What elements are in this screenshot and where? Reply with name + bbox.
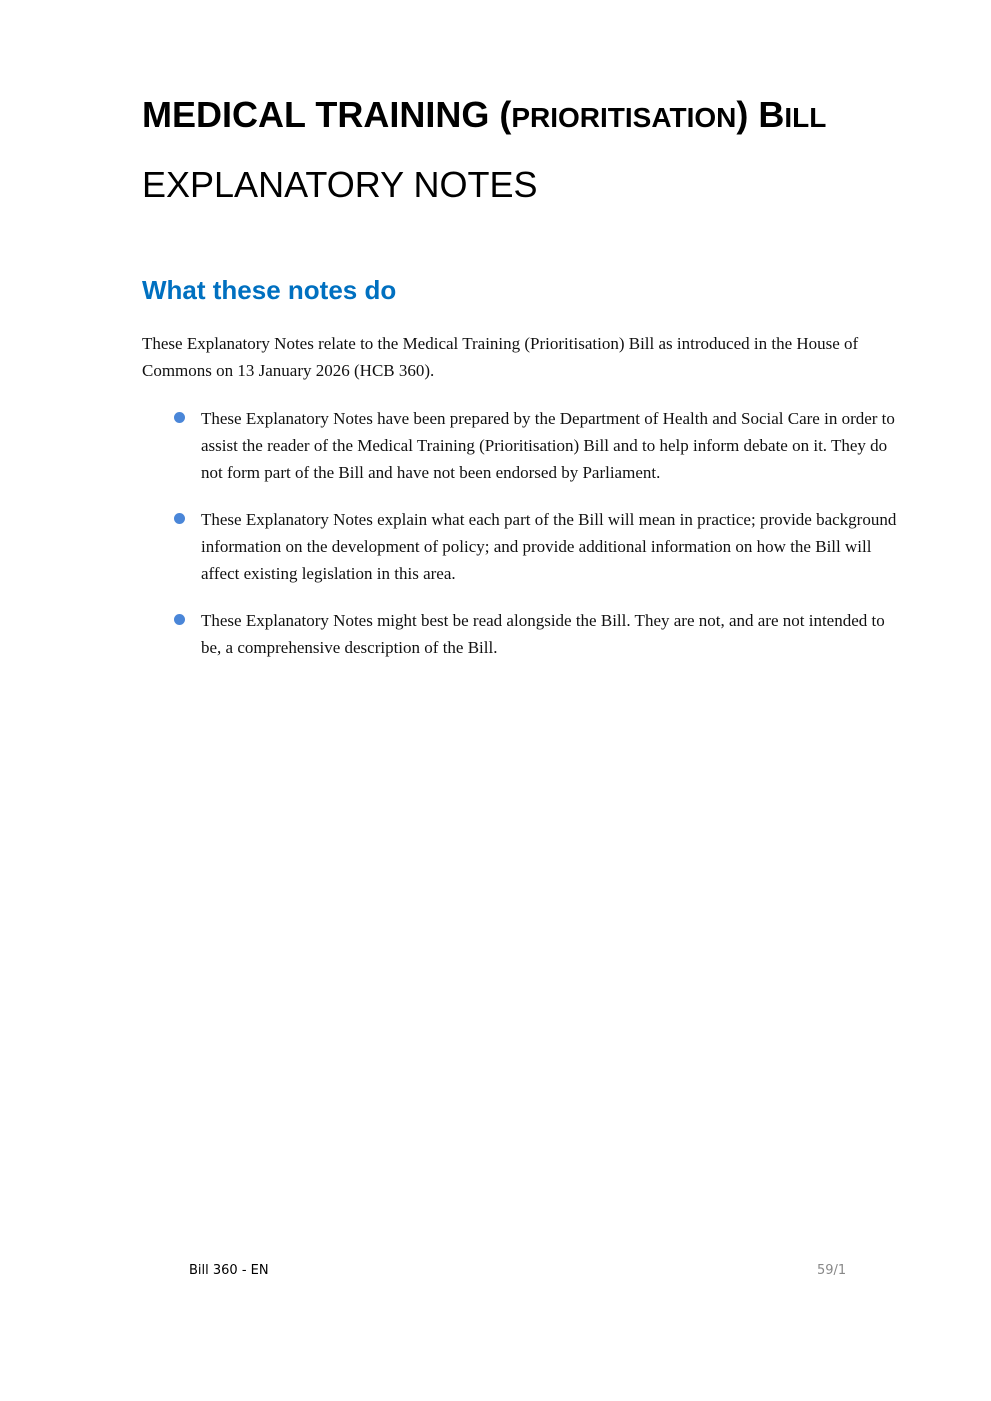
bullet-icon — [174, 513, 185, 524]
title-text: ILL — [784, 102, 827, 133]
bullet-list — [172, 405, 902, 681]
bill-title — [142, 94, 826, 136]
bullet-text: These Explanatory Notes explain what each part of the Bill will mean in practice; provide background information on the development of policy; and provide additional information on how the Bill will affect existing legislation in this area. — [201, 510, 897, 583]
bullet-text: These Explanatory Notes have been prepared by the Department of Health and Social Care in order to assist the reader of the Medical Training (Prioritisation) Bill and to help inform debate on it. They do not form part of the Bill and have not been endorsed by Parliament. — [201, 409, 895, 482]
bullet-icon — [174, 412, 185, 423]
intro-paragraph: These Explanatory Notes relate to the Medical Training (Prioritisation) Bill as introduced in the House of Commons on 13 January 2026 (HCB 360). — [142, 334, 859, 380]
section-heading: What these notes do — [142, 275, 397, 305]
list-item — [172, 405, 902, 486]
list-item — [172, 506, 902, 587]
footer-bill-number: Bill 360 - EN — [189, 1263, 269, 1278]
title-text: PRIORITISATION — [511, 102, 737, 133]
title-text: ) — [736, 94, 759, 135]
list-item — [172, 607, 902, 661]
document-subtitle: EXPLANATORY NOTES — [142, 164, 538, 205]
bullet-icon — [174, 614, 185, 625]
footer-page-ref: 59/1 — [817, 1263, 847, 1278]
title-text: B — [758, 94, 785, 135]
bullet-text: These Explanatory Notes might best be read alongside the Bill. They are not, and are not intended to be, a comprehensive description of the Bill. — [201, 611, 885, 657]
title-text: MEDICAL TRAINING ( — [142, 94, 512, 135]
